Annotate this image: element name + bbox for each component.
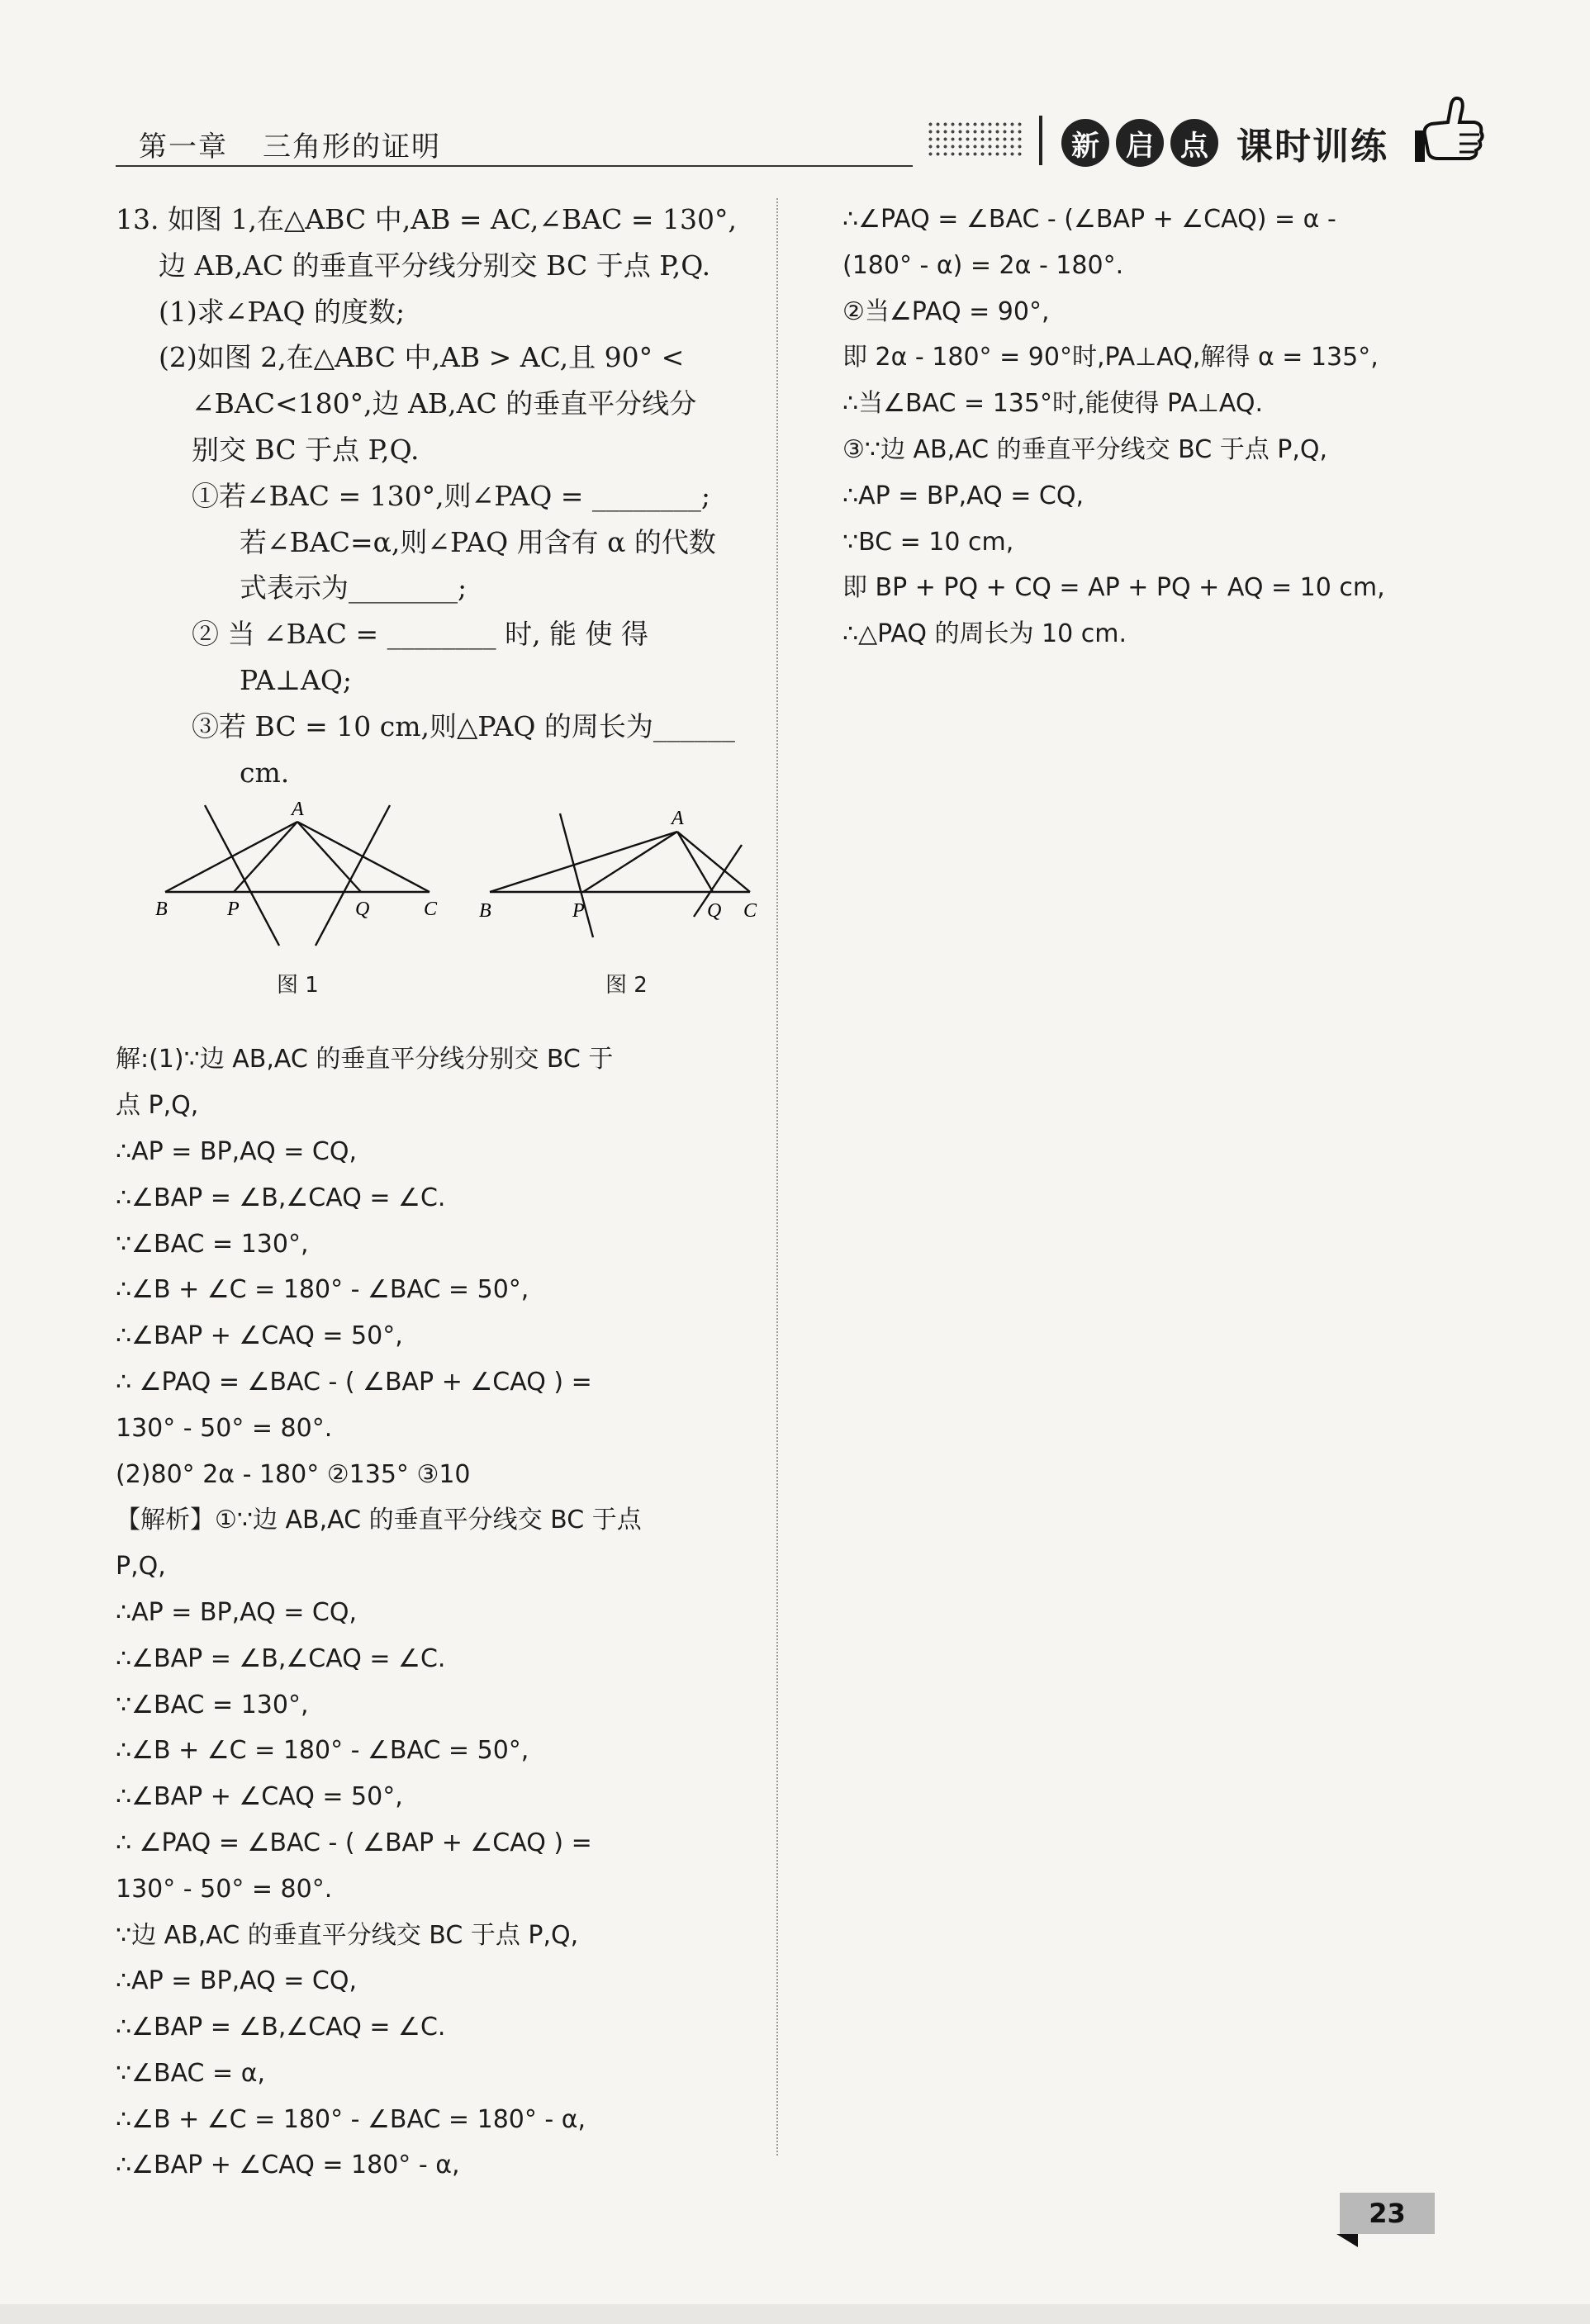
point-label-b: B (479, 900, 491, 922)
header-separator (1039, 116, 1042, 165)
solution-line: ∴∠BAP + ∠CAQ = 180° - α, (116, 2151, 460, 2180)
solution-line: ∴△PAQ 的周长为 10 cm. (842, 619, 1127, 649)
solution-line: 解:(1)∵边 AB,AC 的垂直平分线分别交 BC 于 (116, 1045, 614, 1074)
point-label-a: A (672, 808, 684, 829)
solution-line: ∵边 AB,AC 的垂直平分线交 BC 于点 P,Q, (116, 1920, 579, 1950)
problem-line: (2)如图 2,在△ABC 中,AB > AC,且 90° < (159, 341, 685, 374)
solution-line: 即 2α - 180° = 90°时,PA⊥AQ,解得 α = 135°, (842, 343, 1379, 372)
solution-line: 【解析】①∵边 AB,AC 的垂直平分线交 BC 于点 (116, 1506, 642, 1535)
solution-line: ∴∠PAQ = ∠BAC - (∠BAP + ∠CAQ) = α - (842, 205, 1336, 234)
thumbs-up-icon (1408, 89, 1491, 172)
solution-line: 即 BP + PQ + CQ = AP + PQ + AQ = 10 cm, (842, 573, 1385, 603)
point-label-a: A (292, 799, 304, 820)
solution-line: 点 P,Q, (116, 1091, 199, 1121)
brand-char-1: 新 (1061, 119, 1109, 167)
page-number: 23 (1340, 2193, 1435, 2234)
right-column (842, 197, 1470, 657)
solution-line: ∵∠BAC = 130°, (116, 1690, 309, 1719)
solution-line: ∴∠BAP = ∠B,∠CAQ = ∠C. (116, 2013, 446, 2042)
problem-line: 若∠BAC=α,则∠PAQ 用含有 α 的代数 (240, 525, 716, 558)
solution-line: (180° - α) = 2α - 180°. (842, 250, 1124, 280)
brand-logo (1061, 114, 1388, 172)
column-divider (776, 198, 778, 2156)
solution-line: ∴∠B + ∠C = 180° - ∠BAC = 50°, (116, 1275, 529, 1305)
chapter-title: 三角形的证明 (263, 130, 441, 164)
solution-line: 130° - 50° = 80°. (116, 1874, 333, 1904)
solution-line: P,Q, (116, 1552, 166, 1582)
solution-line: ∴AP = BP,AQ = CQ, (116, 1966, 358, 1996)
brand-char-2: 启 (1116, 119, 1164, 167)
left-column (116, 197, 756, 2189)
problem-line: (1)求∠PAQ 的度数; (159, 295, 406, 328)
point-label-b: B (155, 899, 168, 920)
chapter-number: 第一章 (139, 130, 228, 164)
problem-line: ①若∠BAC = 130°,则∠PAQ = ________; (192, 479, 711, 512)
page-number-corner (1336, 2234, 1358, 2247)
solution-block (116, 1036, 756, 2189)
solution-line: ∴ ∠PAQ = ∠BAC - ( ∠BAP + ∠CAQ ) = (116, 1828, 592, 1857)
problem-line: PA⊥AQ; (240, 663, 353, 696)
solution-line: 130° - 50° = 80°. (116, 1413, 333, 1443)
solution-line: ∵∠BAC = α, (116, 2058, 266, 2088)
figures (149, 797, 760, 1003)
point-label-c: C (424, 899, 438, 920)
solution-line: ∵∠BAC = 130°, (116, 1229, 309, 1259)
problem-line: 13. 如图 1,在△ABC 中,AB = AC,∠BAC = 130°, (116, 203, 737, 235)
problem-line: ② 当 ∠BAC = ________ 时, 能 使 得 (192, 618, 649, 651)
problem-line: 边 AB,AC 的垂直平分线分别交 BC 于点 P,Q. (159, 249, 711, 282)
solution-line: ∴∠BAP + ∠CAQ = 50°, (116, 1321, 403, 1351)
problem-line: ③若 BC = 10 cm,则△PAQ 的周长为______ (192, 709, 735, 742)
problem-line: ∠BAC<180°,边 AB,AC 的垂直平分线分 (192, 387, 697, 420)
solution-line: ∴当∠BAC = 135°时,能使得 PA⊥AQ. (842, 389, 1264, 419)
solution-line: ∴∠BAP = ∠B,∠CAQ = ∠C. (116, 1183, 446, 1212)
solution-line: ∴AP = BP,AQ = CQ, (116, 1136, 358, 1166)
point-label-q: Q (707, 900, 722, 922)
solution-line: ∴ ∠PAQ = ∠BAC - ( ∠BAP + ∠CAQ ) = (116, 1367, 592, 1397)
problem-line: cm. (240, 756, 290, 789)
brand-title: 课时训练 (1236, 126, 1388, 168)
point-label-c: C (743, 900, 757, 922)
figure-2 (477, 797, 775, 954)
problem-line: 别交 BC 于点 P,Q. (192, 433, 420, 466)
figure-1 (149, 797, 446, 954)
header-rule (116, 165, 913, 167)
point-label-p: P (227, 899, 240, 920)
solution-line: ∵BC = 10 cm, (842, 527, 1014, 557)
solution-line: ∴AP = BP,AQ = CQ, (116, 1597, 358, 1627)
page-bottom-band (0, 2304, 1590, 2324)
point-label-q: Q (355, 899, 370, 920)
solution-line: (2)80° 2α - 180° ②135° ③10 (116, 1459, 471, 1489)
page-header (0, 0, 1590, 190)
chapter-heading (139, 124, 476, 164)
solution-line: ∴∠BAP = ∠B,∠CAQ = ∠C. (116, 1643, 446, 1673)
solution-line: ∴∠B + ∠C = 180° - ∠BAC = 180° - α, (116, 2104, 586, 2134)
brand-char-3: 点 (1170, 119, 1218, 167)
dot-pattern (927, 121, 1024, 159)
figure-1-label: 图 1 (277, 973, 319, 998)
problem-line: 式表示为________; (240, 572, 468, 605)
solution-line: ③∵边 AB,AC 的垂直平分线交 BC 于点 P,Q, (842, 434, 1328, 464)
solution-line: ∴∠BAP + ∠CAQ = 50°, (116, 1782, 403, 1812)
solution-line: ∴∠B + ∠C = 180° - ∠BAC = 50°, (116, 1736, 529, 1766)
solution-line: ∴AP = BP,AQ = CQ, (842, 481, 1085, 510)
solution-line: ②当∠PAQ = 90°, (842, 296, 1050, 326)
point-label-p: P (572, 900, 585, 922)
figure-2-label: 图 2 (605, 973, 648, 998)
